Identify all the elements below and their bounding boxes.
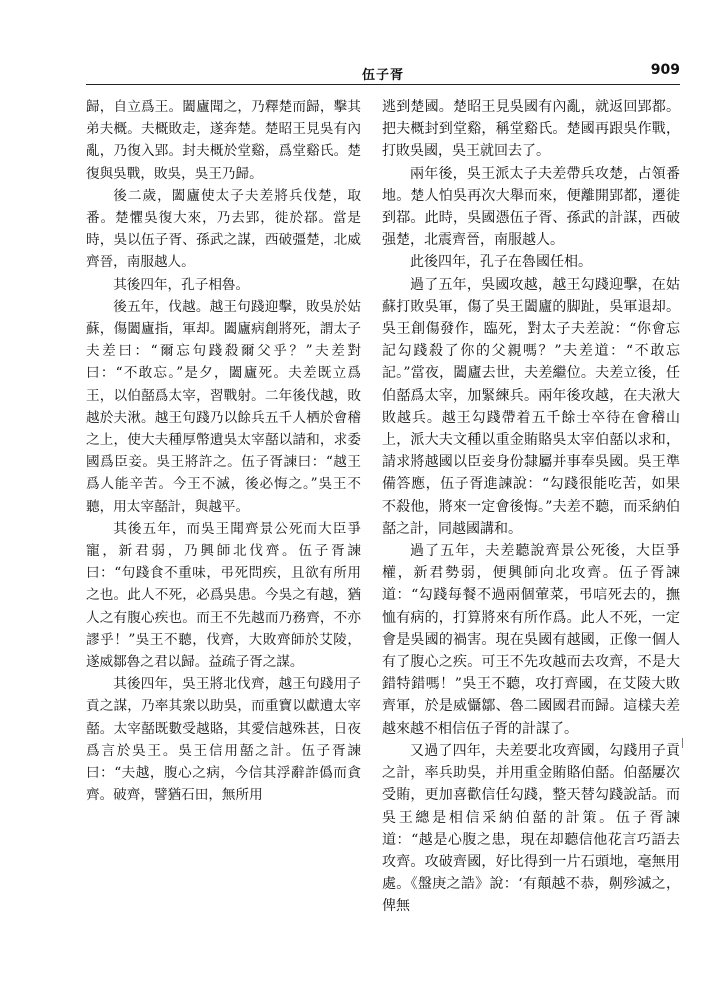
classical-paragraph-4: 後五年，伐越。越王句踐迎擊，敗吳於姑蘇，傷闔廬指，軍却。闔廬病創將死，謂太子夫差曰：“爾忘句踐殺爾父乎？”夫差對曰：“不敢忘。”是夕，闔廬死。夫差既立爲王，以伯嚭爲太宰，習戰射。二年後伐越，敗越於夫湫。越王句踐乃以餘兵五千人栖於會稽之上，使大夫種厚幣遺吳太宰嚭以請和，求委國爲臣妾。吳王將許之。伍子胥諫曰：“越王爲人能辛苦。今王不滅，後必悔之。”吳王不聽，用太宰嚭計，與越平。 [86, 298, 361, 515]
translation-paragraph-2: 兩年後，吳王派太子夫差帶兵攻楚，占領番地。楚人怕吳再次大舉而來，便離開郢都，遷徙到鄀。此時，吳國憑伍子胥、孫武的計謀，西破强楚，北震齊晉，南服越人。 [382, 165, 680, 249]
translation-paragraph-1: 逃到楚國。楚昭王見吳國有內亂，就返回郢都。把夫概封到堂谿，稱堂谿氏。楚國再跟吳作戰，打敗吳國，吳王就回去了。 [382, 99, 680, 160]
running-header [86, 62, 680, 84]
classical-paragraph-6: 其後四年，吳王將北伐齊，越王句踐用子貢之謀，乃率其衆以助吳，而重寶以獻遺太宰嚭。太宰嚭既數受越賂，其愛信越殊甚，日夜爲言於吳王。吳王信用嚭之計。伍子胥諫曰：“夫越，腹心之病，今信其浮辭詐僞而貪齊。破齊，譬猶石田，無所用 [86, 676, 361, 804]
header-rule [86, 84, 680, 85]
classical-paragraph-5: 其後五年，而吳王聞齊景公死而大臣爭寵，新君弱，乃興師北伐齊。伍子胥諫曰：“句踐食不重味，弔死問疾，且欲有所用之也。此人不死，必爲吳患。今吳之有越，猶人之有腹心疾也。而王不先越而乃務齊，不亦謬乎！”吳王不聽，伐齊，大敗齊師於艾陵，遂威鄒魯之君以歸。益疏子胥之謀。 [86, 520, 361, 671]
translation-paragraph-3: 此後四年，孔子在魯國任相。 [410, 254, 592, 271]
classical-paragraph-1: 歸，自立爲王。闔廬聞之，乃釋楚而歸，擊其弟夫概。夫概敗走，遂奔楚。楚昭王見吳有內亂，乃復入郢。封夫概於堂谿，爲堂谿氏。楚復與吳戰，敗吳，吳王乃歸。 [86, 99, 361, 182]
translation-paragraph-4: 過了五年，吳國攻越，越王勾踐迎擊，在姑蘇打敗吳軍，傷了吳王闔廬的脚趾，吳軍退却。吳王創傷發作，臨死，對太子夫差說：“你會忘記勾踐殺了你的父親嗎？”夫差道：“不敢忘記。”當夜，闔廬去世，夫差繼位。夫差立後，任伯嚭爲太宰，加緊練兵。兩年後攻越，在夫湫大敗越兵。越王勾踐帶着五千餘士卒待在會稽山上，派大夫文種以重金賄賂吳太宰伯嚭以求和，請求將越國以臣妾身份隸屬并事奉吳國。吳王準備答應，伍子胥進諫說：“勾踐很能吃苦，如果不殺他，將來一定會後悔。”夫差不聽，而采納伯嚭之計，同越國講和。 [382, 276, 680, 537]
translation-paragraph-6: 又過了四年，夫差要北攻齊國，勾踐用子貢之計，率兵助吳，并用重金賄賂伯嚭。伯嚭屢次受賄，更加喜歡信任勾踐，整天替勾踐說話。而吳王總是相信采納伯嚭的計策。伍子胥諫道：“越是心腹之患，現在却聽信他花言巧語去攻齊。攻破齊國，好比得到一片石頭地，毫無用處。《盤庚之誥》說：‘有顛越不恭，劓殄滅之，俾無 [382, 742, 680, 915]
classical-paragraph-2: 後二歲，闔廬使太子夫差將兵伐楚，取番。楚懼吳復大來，乃去郢，徙於鄀。當是時，吳以伍子胥、孫武之謀，西破彊楚，北威齊晉，南服越人。 [86, 187, 361, 271]
classical-paragraph-3: 其後四年，孔子相魯。 [113, 276, 250, 293]
header-title: 伍子胥 [361, 68, 404, 83]
translation-text-column [382, 96, 680, 918]
margin-mark [682, 738, 685, 748]
page-number: 909 [650, 62, 680, 78]
classical-text-column [86, 96, 361, 807]
translation-paragraph-5: 過了五年，夫差聽說齊景公死後，大臣爭權，新君勢弱，便興師向北攻齊。伍子胥諫道：“勾踐每餐不過兩個葷菜，弔唁死去的，撫恤有病的，打算將來有所作爲。此人不死，一定會是吳國的禍害。現在吳國有越國，正像一個人有了腹心之疾。可王不先攻越而去攻齊，不是大錯特錯嗎！”吳王不聽，攻打齊國，在艾陵大敗齊軍，於是威懾鄒、魯二國國君而歸。這樣夫差越來越不相信伍子胥的計謀了。 [382, 543, 680, 737]
